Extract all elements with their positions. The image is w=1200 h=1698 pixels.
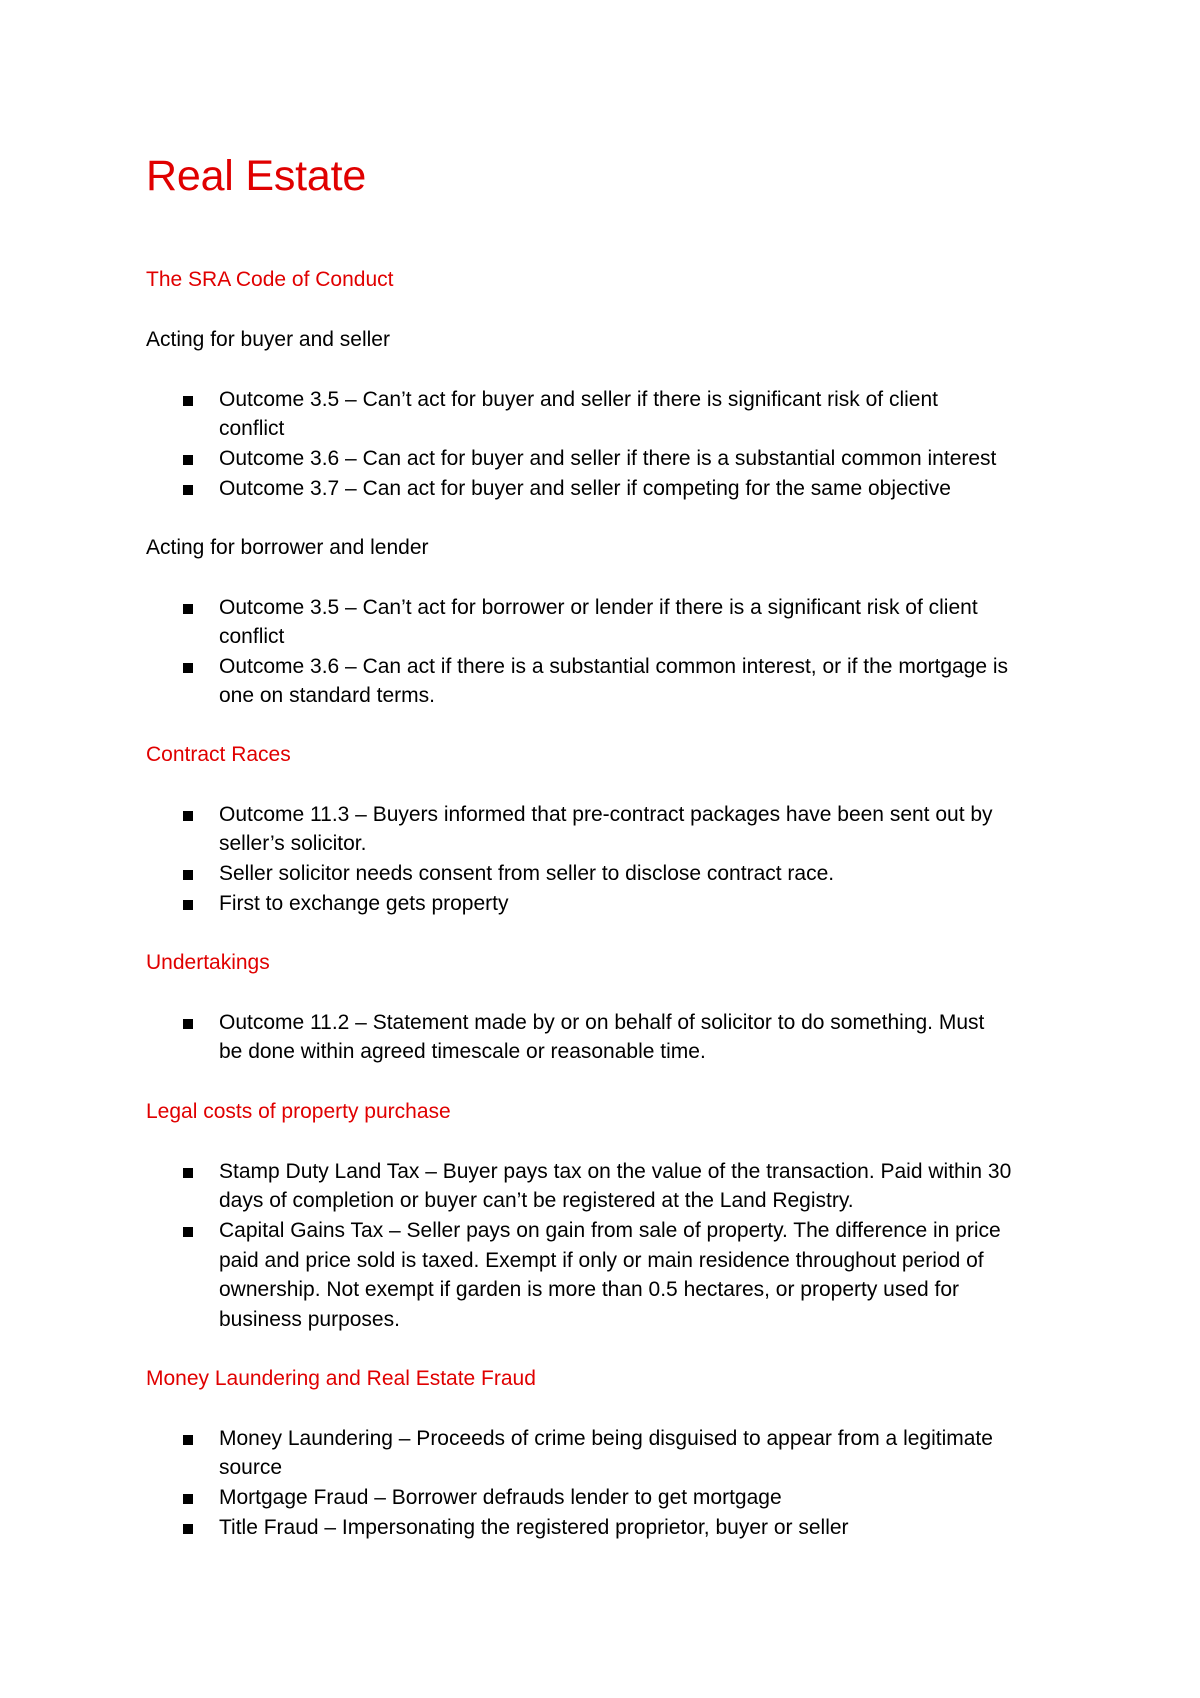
bullet-marker [183,396,193,406]
bullet-marker [183,1494,193,1504]
subheading-borrower-lender: Acting for borrower and lender [146,536,429,559]
list-item-line: days of completion or buyer can’t be registered at the Land Registry. [219,1189,854,1212]
list-item-line: Outcome 11.2 – Statement made by or on behalf of solicitor to do something. Must [219,1011,985,1034]
bullet-marker [183,1019,193,1029]
list-item-line: business purposes. [219,1308,400,1331]
list-item-line: Outcome 11.3 – Buyers informed that pre-contract packages have been sent out by [219,803,993,826]
list-item-line: Outcome 3.5 – Can’t act for borrower or lender if there is a significant risk of client [219,596,978,619]
list-item-line: one on standard terms. [219,684,435,707]
section-heading-sra-code: The SRA Code of Conduct [146,268,394,291]
list-item-line: source [219,1456,283,1479]
document-title: Real Estate [146,152,367,200]
bullet-marker [183,485,193,495]
section-heading-undertakings: Undertakings [146,951,270,974]
bullet-marker [183,1168,193,1178]
list-item-line: seller’s solicitor. [219,832,367,855]
list-item-line: conflict [219,625,285,648]
list-item-line: Stamp Duty Land Tax – Buyer pays tax on the value of the transaction. Paid within 30 [219,1160,1012,1183]
subheading-buyer-seller: Acting for buyer and seller [146,328,390,351]
bullet-marker [183,811,193,821]
bullet-marker [183,1227,193,1237]
list-item-line: Money Laundering – Proceeds of crime being disguised to appear from a legitimate [219,1427,993,1450]
section-heading-legal-costs: Legal costs of property purchase [146,1100,451,1123]
bullet-marker [183,1435,193,1445]
list-item-line: be done within agreed timescale or reasonable time. [219,1040,706,1063]
list-item-line: First to exchange gets property [219,892,509,915]
list-item-line: Seller solicitor needs consent from seller to disclose contract race. [219,862,835,885]
bullet-marker [183,455,193,465]
bullet-marker [183,604,193,614]
bullet-marker [183,870,193,880]
list-item-line: Outcome 3.5 – Can’t act for buyer and seller if there is significant risk of client [219,388,938,411]
list-item-line: Outcome 3.6 – Can act for buyer and seller if there is a substantial common interest [219,447,997,470]
list-item-line: Capital Gains Tax – Seller pays on gain from sale of property. The difference in price [219,1219,1001,1242]
list-item-line: Outcome 3.6 – Can act if there is a substantial common interest, or if the mortgage is [219,655,1009,678]
list-item-line: Outcome 3.7 – Can act for buyer and seller if competing for the same objective [219,477,951,500]
list-item-line: conflict [219,417,285,440]
bullet-marker [183,900,193,910]
list-item-line: paid and price sold is taxed. Exempt if only or main residence throughout period of [219,1249,984,1272]
section-heading-contract-races: Contract Races [146,743,291,766]
section-heading-money-laundering: Money Laundering and Real Estate Fraud [146,1367,536,1390]
bullet-marker [183,1524,193,1534]
bullet-marker [183,663,193,673]
list-item-line: Title Fraud – Impersonating the registered proprietor, buyer or seller [219,1516,849,1539]
list-item-line: ownership. Not exempt if garden is more than 0.5 hectares, or property used for [219,1278,960,1301]
list-item-line: Mortgage Fraud – Borrower defrauds lender to get mortgage [219,1486,782,1509]
